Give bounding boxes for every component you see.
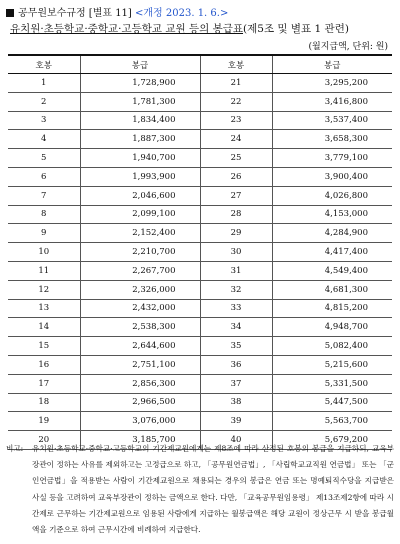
table-row [8, 412, 392, 431]
grade-cell: 33 [200, 299, 272, 318]
salary-cell: 1,993,900 [80, 167, 200, 186]
table-row [8, 130, 392, 149]
salary-cell: 4,417,400 [272, 243, 392, 262]
grade-cell: 3 [8, 111, 80, 130]
salary-cell: 2,046,600 [80, 186, 200, 205]
salary-cell: 3,295,200 [272, 74, 392, 93]
header-grade: 호봉 [8, 55, 80, 74]
salary-cell: 2,267,700 [80, 261, 200, 280]
table-row [8, 355, 392, 374]
grade-cell: 20 [8, 431, 80, 450]
grade-cell: 29 [200, 224, 272, 243]
grade-cell: 7 [8, 186, 80, 205]
salary-cell: 4,948,700 [272, 318, 392, 337]
regulation-name: 공무원보수규정 [별표 11] [18, 8, 132, 19]
salary-table [8, 54, 392, 450]
grade-cell: 9 [8, 224, 80, 243]
grade-cell: 12 [8, 280, 80, 299]
grade-cell: 36 [200, 355, 272, 374]
salary-cell: 2,326,000 [80, 280, 200, 299]
salary-cell: 5,563,700 [272, 412, 392, 431]
salary-cell: 5,331,500 [272, 374, 392, 393]
header-salary: 봉급 [80, 55, 200, 74]
grade-cell: 13 [8, 299, 80, 318]
regulation-header [6, 4, 228, 19]
salary-cell: 1,887,300 [80, 130, 200, 149]
grade-cell: 28 [200, 205, 272, 224]
header-salary: 봉급 [272, 55, 392, 74]
table-row [8, 280, 392, 299]
table-row [8, 393, 392, 412]
grade-cell: 40 [200, 431, 272, 450]
table-title [10, 21, 349, 36]
salary-cell: 3,779,100 [272, 149, 392, 168]
salary-cell: 2,644,600 [80, 337, 200, 356]
salary-cell: 2,966,500 [80, 393, 200, 412]
table-row [8, 186, 392, 205]
salary-cell: 4,153,000 [272, 205, 392, 224]
table-header-row [8, 55, 392, 74]
grade-cell: 1 [8, 74, 80, 93]
table-title-ref: (제5조 및 별표 1 관련) [243, 23, 349, 35]
table-body [8, 74, 392, 450]
grade-cell: 14 [8, 318, 80, 337]
salary-cell: 2,432,000 [80, 299, 200, 318]
remarks-label: 비고: [6, 444, 24, 453]
salary-cell: 5,215,600 [272, 355, 392, 374]
salary-cell: 3,185,700 [80, 431, 200, 450]
grade-cell: 2 [8, 92, 80, 111]
salary-cell: 4,681,300 [272, 280, 392, 299]
grade-cell: 25 [200, 149, 272, 168]
salary-cell: 4,026,800 [272, 186, 392, 205]
grade-cell: 39 [200, 412, 272, 431]
amendment-link[interactable]: <개정 2023. 1. 6.> [135, 8, 229, 19]
salary-cell: 4,549,400 [272, 261, 392, 280]
grade-cell: 18 [8, 393, 80, 412]
grade-cell: 23 [200, 111, 272, 130]
salary-cell: 3,900,400 [272, 167, 392, 186]
grade-cell: 27 [200, 186, 272, 205]
salary-cell: 3,537,400 [272, 111, 392, 130]
remarks [6, 441, 394, 538]
salary-cell: 3,658,300 [272, 130, 392, 149]
table-row [8, 261, 392, 280]
table-row [8, 299, 392, 318]
salary-cell: 3,076,000 [80, 412, 200, 431]
table-row [8, 92, 392, 111]
table-row [8, 337, 392, 356]
salary-cell: 5,447,500 [272, 393, 392, 412]
header-grade: 호봉 [200, 55, 272, 74]
salary-cell: 1,781,300 [80, 92, 200, 111]
grade-cell: 19 [8, 412, 80, 431]
table-row [8, 205, 392, 224]
grade-cell: 5 [8, 149, 80, 168]
table-row [8, 243, 392, 262]
salary-cell: 4,815,200 [272, 299, 392, 318]
grade-cell: 6 [8, 167, 80, 186]
grade-cell: 37 [200, 374, 272, 393]
table-row [8, 111, 392, 130]
grade-cell: 35 [200, 337, 272, 356]
grade-cell: 8 [8, 205, 80, 224]
grade-cell: 15 [8, 337, 80, 356]
salary-cell: 5,679,200 [272, 431, 392, 450]
grade-cell: 34 [200, 318, 272, 337]
grade-cell: 22 [200, 92, 272, 111]
grade-cell: 32 [200, 280, 272, 299]
grade-cell: 38 [200, 393, 272, 412]
salary-cell: 1,940,700 [80, 149, 200, 168]
grade-cell: 21 [200, 74, 272, 93]
square-bullet-icon [6, 9, 14, 17]
salary-cell: 2,751,100 [80, 355, 200, 374]
salary-cell: 1,728,900 [80, 74, 200, 93]
grade-cell: 31 [200, 261, 272, 280]
salary-cell: 2,538,300 [80, 318, 200, 337]
grade-cell: 10 [8, 243, 80, 262]
grade-cell: 16 [8, 355, 80, 374]
table-row [8, 149, 392, 168]
table-title-main: 유치원·초등학교·중학교·고등학교 교원 등의 봉급표 [10, 23, 244, 35]
salary-cell: 4,284,900 [272, 224, 392, 243]
grade-cell: 24 [200, 130, 272, 149]
salary-cell: 5,082,400 [272, 337, 392, 356]
salary-cell: 2,856,300 [80, 374, 200, 393]
unit-note: (월지급액, 단위: 원) [308, 42, 388, 52]
salary-cell: 3,416,800 [272, 92, 392, 111]
grade-cell: 11 [8, 261, 80, 280]
table-row [8, 74, 392, 93]
salary-cell: 2,210,700 [80, 243, 200, 262]
grade-cell: 17 [8, 374, 80, 393]
salary-cell: 1,834,400 [80, 111, 200, 130]
grade-cell: 30 [200, 243, 272, 262]
table-row [8, 374, 392, 393]
table-row [8, 167, 392, 186]
table-row [8, 318, 392, 337]
salary-cell: 2,152,400 [80, 224, 200, 243]
table-row [8, 224, 392, 243]
grade-cell: 4 [8, 130, 80, 149]
salary-cell: 2,099,100 [80, 205, 200, 224]
remarks-text: 유치원·초등학교·중학교·고등학교의 기간제교원에게는 제8조에 따라 산정된 호봉의 봉급을 지급하되, 교육부장관이 정하는 사유를 제외하고는 고정급으로 하고, 「공무원연금법」, 「사립학교교직원 연금법」 또는 「군인연금법」을 적용받는 사람이 기간제교원으로 채용되는 경우의 봉급은 연금 또는 명예퇴직수당을 지급받은 사실 등을 고려하여 교육부장관이 정하는 금액으로 한다. 다만, 「교육공무원임용령」 제13조제2항에 따라 시간제로 근무하는 기간제교원으로 임용된 사람에게 지급하는 월봉급액은 해당 교원이 정상근무 시 받을 봉급월액을 기준으로 하여 근무시간에 비례하여 지급한다. [32, 444, 394, 535]
grade-cell: 26 [200, 167, 272, 186]
